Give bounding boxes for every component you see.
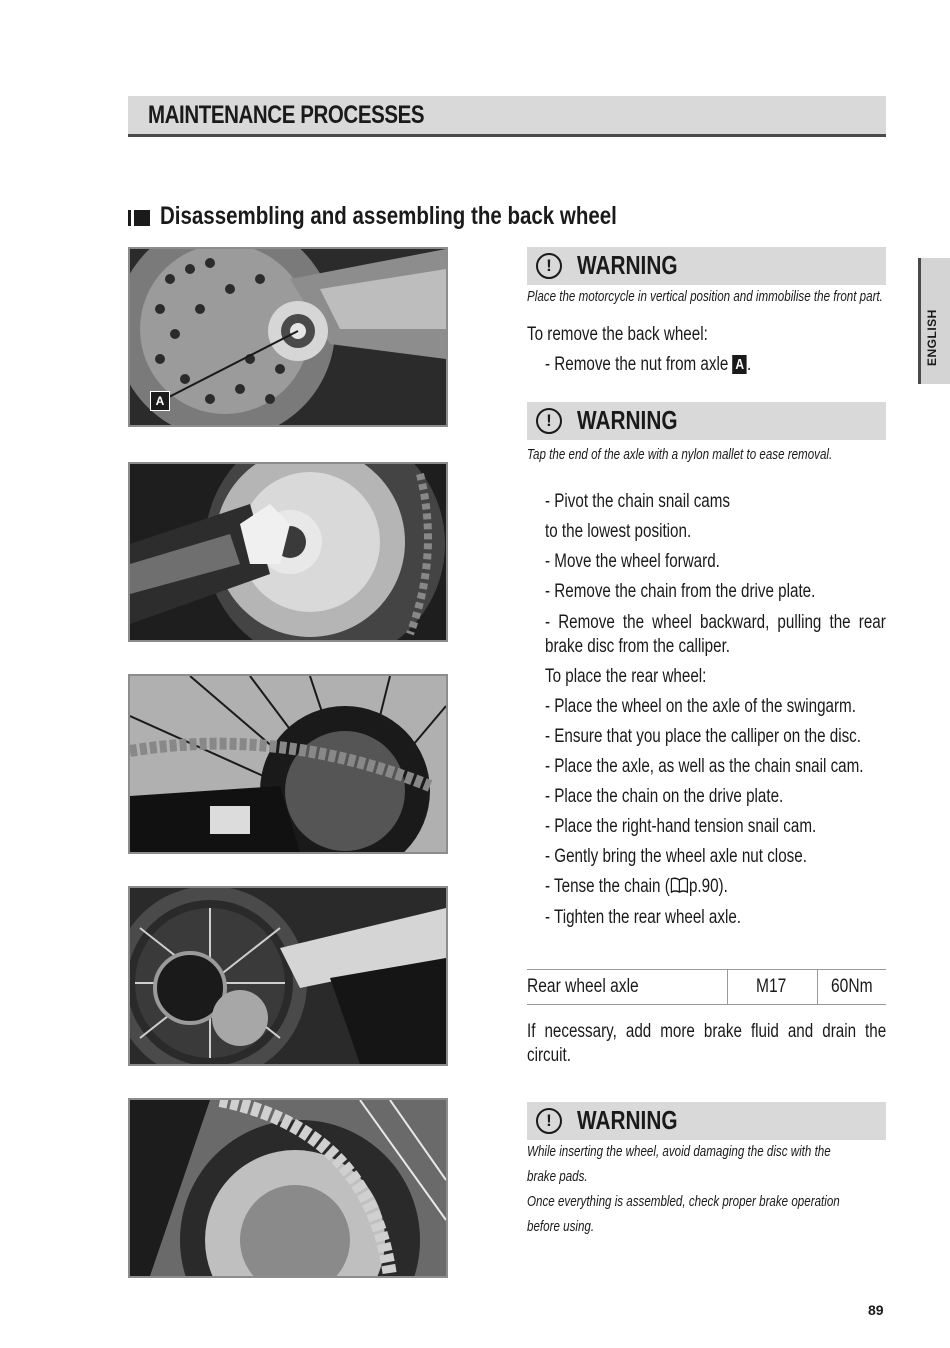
spec-thread-cell: [756, 970, 793, 1004]
spec-item: Rear wheel axle: [527, 976, 639, 997]
spec-torque-cell: [831, 970, 882, 1004]
section-square-icon: [134, 210, 150, 226]
step-tense-chain: [545, 875, 728, 899]
step-remove-nut: [545, 353, 751, 377]
language-tab-label: ENGLISH: [925, 309, 939, 366]
section-title: Disassembling and assembling the back wheel: [160, 202, 617, 230]
step-item: - Move the wheel forward.: [545, 551, 720, 572]
step-item: to the lowest position.: [545, 521, 692, 542]
spec-item-cell: [527, 970, 663, 1004]
language-tab: [918, 258, 950, 384]
section-bullet-icon: [128, 210, 131, 226]
warning-text: Tap the end of the axle with a nylon mallet to ease removal.: [527, 447, 833, 463]
warning-bar: [527, 1102, 886, 1140]
warning-text: Place the motorcycle in vertical position and immobilise the front part.: [527, 289, 883, 305]
step-remove-nut-suffix: .: [746, 354, 752, 375]
callout-ref-a: A: [733, 355, 747, 374]
removal-intro: To remove the back wheel:: [527, 324, 708, 345]
spec-thread: M17: [756, 976, 787, 997]
brake-fluid-note: If necessary, add more brake fluid and drain the circuit.: [527, 1021, 887, 1066]
warning-block-3: [527, 1102, 886, 1240]
page-reference-link[interactable]: p.90).: [688, 876, 728, 897]
step-item: - Place the right-hand tension snail cam.: [545, 816, 817, 837]
warning-bar: [527, 402, 886, 440]
exclamation-circle-icon: !: [536, 253, 562, 279]
warning-text: While inserting the wheel, avoid damaging the disc with the: [527, 1144, 831, 1160]
warning-title: WARNING: [577, 405, 678, 435]
exclamation-circle-icon: !: [536, 1108, 562, 1134]
spec-torque: 60Nm: [831, 976, 873, 997]
step-item: - Place the chain on the drive plate.: [545, 786, 784, 807]
step-item: - Pivot the chain snail cams: [545, 491, 731, 512]
warning-title: WARNING: [577, 250, 678, 280]
step-item: - Place the wheel on the axle of the swingarm.: [545, 696, 856, 717]
warning-title: WARNING: [577, 1105, 678, 1135]
step-item: - Remove the chain from the drive plate.: [545, 581, 816, 602]
warning-text: before using.: [527, 1219, 595, 1235]
subheading-place-wheel: To place the rear wheel:: [545, 666, 707, 687]
callout-label-a: A: [150, 391, 170, 411]
section-header-bar: [128, 96, 886, 137]
photo-chain-snail-cam: [128, 462, 448, 642]
torque-spec-table: [527, 969, 886, 1005]
warning-bar: [527, 247, 886, 285]
warning-block-2: [527, 402, 886, 468]
step-item: - Place the axle, as well as the chain snail cam.: [545, 756, 864, 777]
photo-disc-chain: [128, 1098, 448, 1278]
table-divider: [727, 970, 728, 1004]
book-icon: [670, 876, 689, 894]
step-remove-nut-text: - Remove the nut from axle: [545, 354, 729, 375]
table-divider: [817, 970, 818, 1004]
photo-wheel-side: [128, 886, 448, 1066]
step-item: - Remove the wheel backward, pulling the rear brake disc from the calliper.: [545, 612, 886, 657]
exclamation-circle-icon: !: [536, 408, 562, 434]
page-number: 89: [868, 1302, 884, 1318]
step-item: - Gently bring the wheel axle nut close.: [545, 846, 807, 867]
step-tense-chain-text: - Tense the chain (: [545, 876, 670, 897]
photo-axle-nut: [128, 247, 448, 427]
warning-text: brake pads.: [527, 1169, 588, 1185]
step-item: - Tighten the rear wheel axle.: [545, 907, 742, 928]
warning-text: Once everything is assembled, check proper brake operation: [527, 1194, 840, 1210]
warning-block-1: [527, 247, 886, 310]
photo-chain-sprocket: [128, 674, 448, 854]
step-item: - Ensure that you place the calliper on the disc.: [545, 726, 862, 747]
page-title: MAINTENANCE PROCESSES: [148, 101, 425, 129]
